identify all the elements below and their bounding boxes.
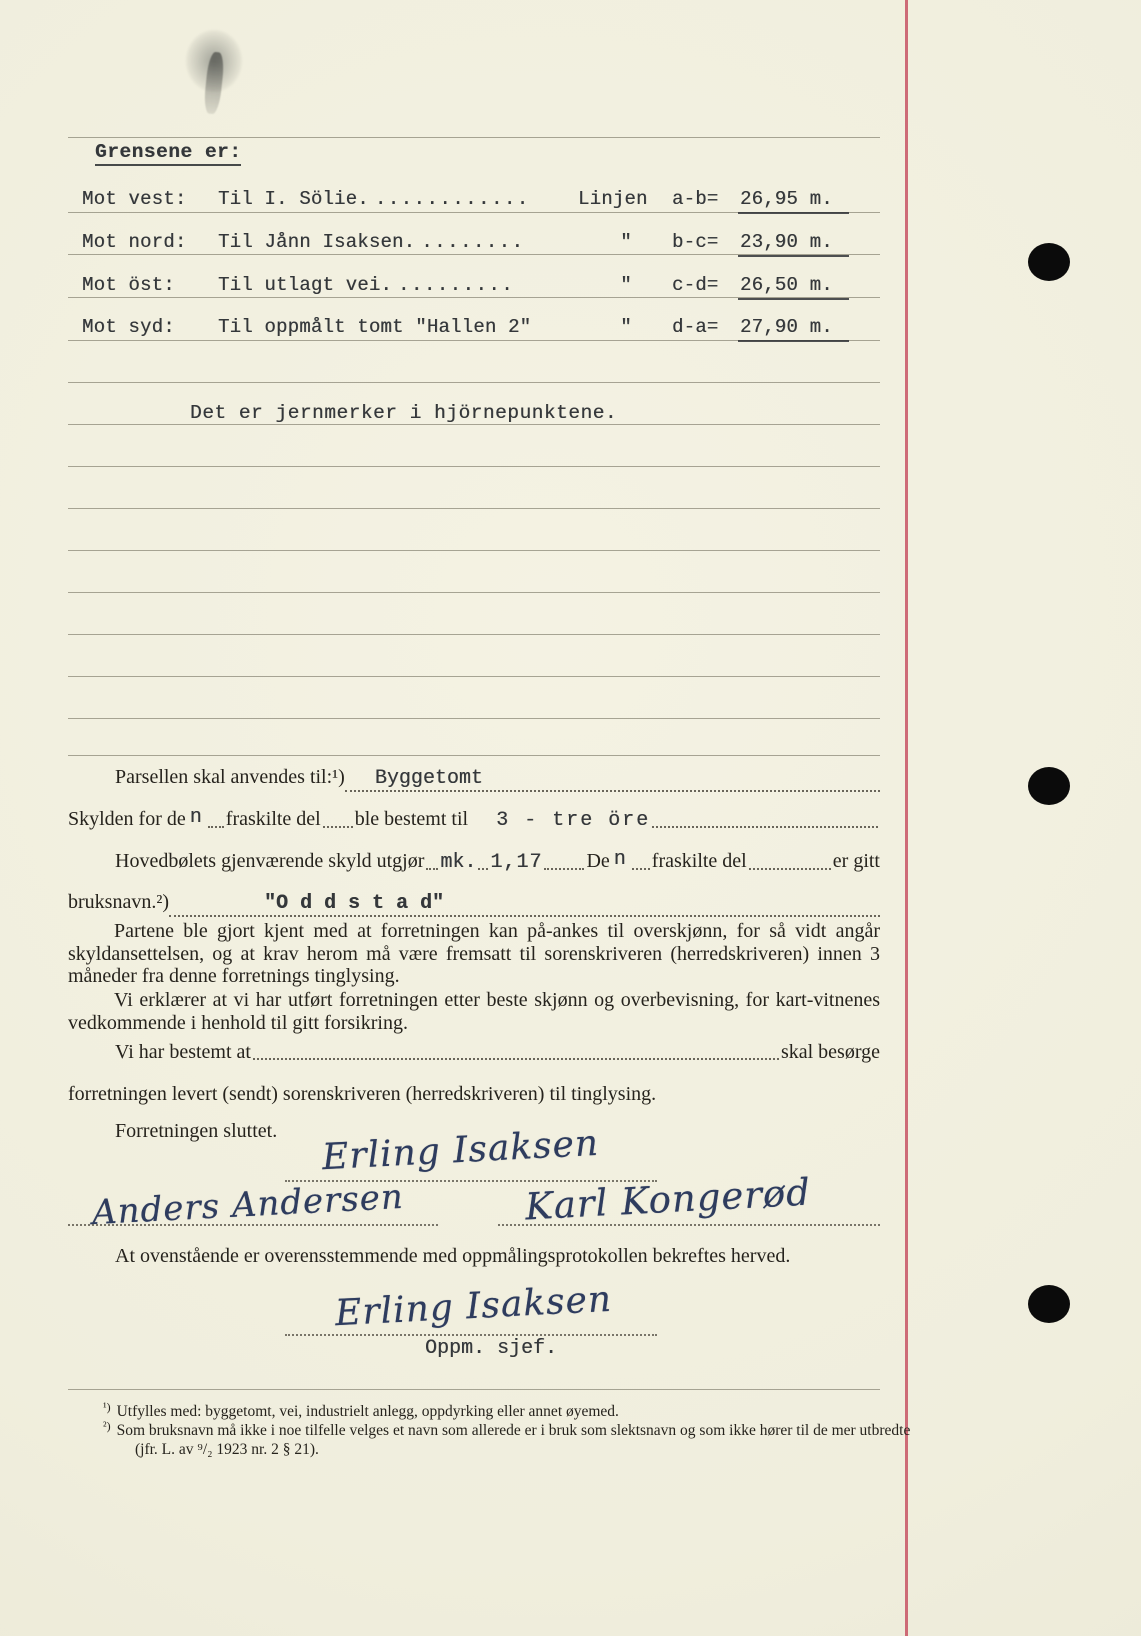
boundary-segment: d-a= <box>672 316 719 338</box>
surveyor-title: Oppm. sjef. <box>425 1337 558 1360</box>
ruled-line <box>68 676 880 677</box>
ruled-line <box>68 382 880 383</box>
boundary-direction: Mot öst: <box>82 274 175 296</box>
margin-red-line <box>905 0 908 1636</box>
footnote-2-marker: ²) <box>103 1419 111 1433</box>
signature-line <box>498 1224 880 1226</box>
signature-erling-isaksen-2: Erling Isaksen <box>334 1278 614 1335</box>
hovedbol-label-2: De <box>586 850 610 872</box>
boundary-direction: Mot syd: <box>82 316 175 338</box>
signature-anders-andersen: Anders Andersen <box>91 1176 405 1234</box>
boundary-direction: Mot nord: <box>82 231 187 253</box>
hovedbol-value: 1,17 <box>490 851 543 874</box>
signature-karl-kongerod: Karl Kongerød <box>524 1170 812 1229</box>
signature-erling-isaksen: Erling Isaksen <box>321 1122 601 1179</box>
boundary-length: 26,95 m. <box>738 188 849 214</box>
boundary-neighbor: Til Jånn Isaksen. <box>218 231 416 253</box>
dotted-leader <box>749 868 831 870</box>
purpose-value: Byggetomt <box>374 767 483 790</box>
boundary-row <box>82 274 882 300</box>
boundary-length: 27,90 m. <box>738 316 849 342</box>
ruled-line <box>68 634 880 635</box>
bestemt-pre: Vi har bestemt at <box>115 1041 251 1063</box>
boundary-segment: b-c= <box>672 231 719 253</box>
dotted-leader <box>652 826 878 828</box>
footnote-2 <box>103 1417 919 1459</box>
skyld-label-1: Skylden for de <box>68 808 186 830</box>
bruksnavn-fill-line <box>169 892 880 917</box>
dotted-leader <box>478 868 488 870</box>
footnote-1-marker: ¹) <box>103 1400 111 1414</box>
ruled-line <box>68 592 880 593</box>
confirmation-line: At ovenstående er overensstemmende med oppmålingsprotokollen bekreftes herved. <box>115 1245 791 1267</box>
dotted-leader <box>208 826 224 828</box>
purpose-fill-line <box>345 767 880 792</box>
hovedbol-line <box>115 850 880 874</box>
declaration-paragraph: Vi erklærer at vi har utført forretningen etter beste skjønn og overbevisning, for kart-vitnenes vedkommende i henhold til gitt forsikring. <box>68 989 880 1034</box>
ruled-line <box>68 424 880 425</box>
punch-hole <box>1028 1285 1070 1323</box>
footnote-1-text: Utfylles med: byggetomt, vei, industrielt anlegg, oppdyrking eller annet øyemed. <box>116 1403 619 1420</box>
purpose-label: Parsellen skal anvendes til:¹) <box>115 766 345 788</box>
dotted-leader <box>632 868 650 870</box>
boundary-dots: ........ <box>421 231 525 253</box>
boundary-neighbor: Til oppmålt tomt "Hallen 2" <box>218 316 532 338</box>
skyld-label-3: ble bestemt til <box>354 808 469 830</box>
boundary-segment: a-b= <box>672 188 719 210</box>
boundary-direction: Mot vest: <box>82 188 187 210</box>
signature-line <box>68 1224 438 1226</box>
ruled-line <box>68 550 880 551</box>
bruksnavn-line <box>68 891 880 917</box>
iron-markers-note: Det er jernmerker i hjörnepunktene. <box>190 402 618 424</box>
dotted-leader <box>253 1058 779 1060</box>
skyld-label-2: fraskilte del <box>225 808 321 830</box>
boundary-neighbor: Til utlagt vei. <box>218 274 393 296</box>
hovedbol-label-3: fraskilte del <box>651 850 747 872</box>
boundary-line-ref: " <box>620 316 632 338</box>
ruled-line <box>68 466 880 467</box>
dotted-leader <box>323 826 353 828</box>
ruled-line <box>68 718 880 719</box>
bestemt-line <box>115 1041 880 1064</box>
hovedbol-label-1: Hovedbølets gjenværende skyld utgjør <box>115 850 425 872</box>
boundary-dots: ......... <box>398 274 515 296</box>
boundaries-heading: Grensene er: <box>95 141 241 166</box>
hovedbol-label-4: er gitt <box>832 850 880 872</box>
bestemt-post: skal besørge <box>780 1041 880 1063</box>
punch-hole <box>1028 767 1070 805</box>
purpose-line <box>115 766 880 792</box>
boundary-segment: c-d= <box>672 274 719 296</box>
boundary-dots: ............ <box>374 188 530 210</box>
boundary-line-ref: " <box>620 274 632 296</box>
punch-hole <box>1028 243 1070 281</box>
boundary-line-ref: " <box>620 231 632 253</box>
ruled-line <box>68 755 880 756</box>
hovedbol-inserted-n: n <box>613 848 626 871</box>
ruled-line <box>68 137 880 138</box>
bruksnavn-label: bruksnavn.²) <box>68 891 169 913</box>
bruksnavn-value: "O d d s t a d" <box>263 892 445 915</box>
hovedbol-unit: mk. <box>440 851 477 874</box>
boundary-neighbor: Til I. Sölie. <box>218 188 369 210</box>
ruled-line <box>68 508 880 509</box>
signature-line <box>285 1334 657 1336</box>
appeal-paragraph: Partene ble gjort kjent med at forretningen kan på-ankes til overskjønn, for så vidt angår skyldansettelsen, og at krav herom må være fremsatt til sorenskriveren (herredskriveren) innen 3 måneder fra denne forretnings tinglysing. <box>68 920 880 987</box>
levert-line: forretningen levert (sendt) sorenskriveren (herredskriveren) til tinglysing. <box>68 1083 657 1105</box>
sluttet-line: Forretningen sluttet. <box>115 1120 278 1142</box>
skyld-inserted-n: n <box>189 806 202 829</box>
boundary-length: 26,50 m. <box>738 274 849 300</box>
dotted-leader <box>544 868 584 870</box>
boundary-length: 23,90 m. <box>738 231 849 257</box>
boundary-line-ref: Linjen <box>578 188 648 210</box>
boundary-row <box>82 231 882 257</box>
boundary-row <box>82 316 882 342</box>
dotted-leader <box>426 868 438 870</box>
footnote-separator <box>68 1389 880 1390</box>
footnote-2-text: Som bruksnavn må ikke i noe tilfelle velges et navn som allerede er i bruk som slektsnavn og som ikke hører til de mer utbredte (jfr. L. av ⁹/₂ 1923 nr. 2 § 21). <box>116 1422 911 1458</box>
skyld-value: 3 - tre öre <box>496 809 651 832</box>
skyld-line <box>68 808 880 832</box>
boundary-row <box>82 188 882 214</box>
